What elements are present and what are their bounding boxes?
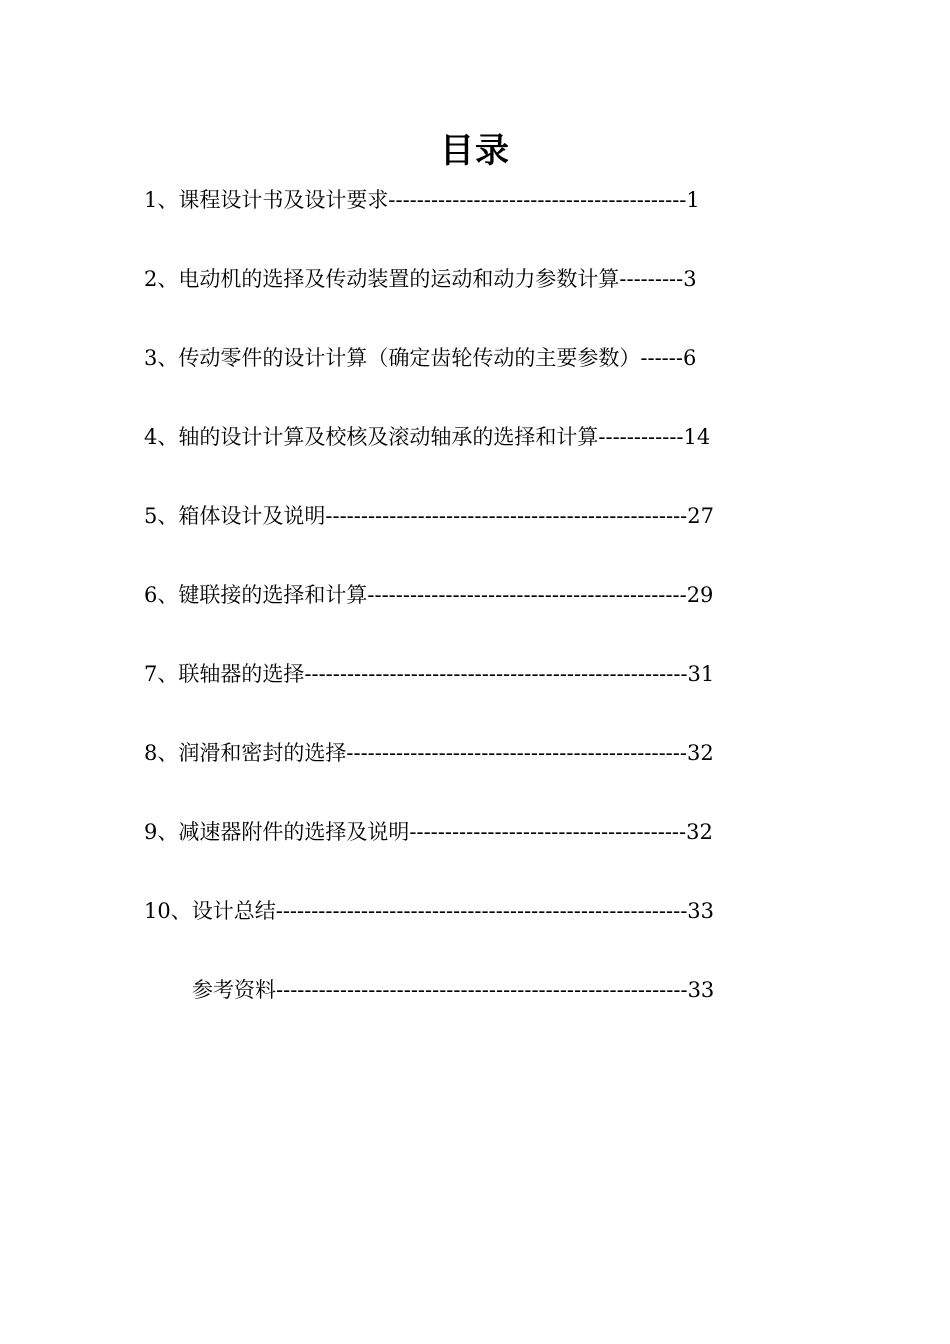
toc-entry-title: 轴的设计计算及校核及滚动轴承的选择和计算 <box>178 425 599 449</box>
toc-entry-number: 6、 <box>144 583 179 607</box>
toc-entry-title: 箱体设计及说明 <box>178 504 326 528</box>
toc-entry-leader: --------------------------------------------- <box>367 583 687 607</box>
toc-entry-title: 参考资料 <box>192 978 276 1002</box>
toc-entry-number: 1、 <box>144 188 179 212</box>
toc-entry-page: 32 <box>686 820 713 844</box>
toc-entry <box>144 812 844 891</box>
toc-entry-title: 传动零件的设计计算（确定齿轮传动的主要参数） <box>178 346 641 370</box>
toc-list <box>144 180 844 1049</box>
toc-entry <box>144 417 844 496</box>
toc-entry-leader: ------------------------------------------------ <box>346 741 687 765</box>
toc-entry-leader: --------------------------------------- <box>409 820 687 844</box>
toc-entry-title: 课程设计书及设计要求 <box>178 188 389 212</box>
toc-entry <box>144 259 844 338</box>
toc-entry-leader: ---------------------------------------------------------- <box>275 899 688 923</box>
toc-entry-page: 33 <box>687 899 715 923</box>
toc-entry-title: 联轴器的选择 <box>178 662 305 686</box>
toc-entry <box>144 575 844 654</box>
toc-entry-number: 9、 <box>144 820 179 844</box>
toc-entry <box>144 180 844 259</box>
toc-title: 目录 <box>440 131 510 171</box>
toc-entry-page: 27 <box>687 504 714 528</box>
toc-entry-references <box>144 970 844 1049</box>
toc-entry-number: 10、 <box>144 899 192 923</box>
toc-entry-page: 3 <box>683 267 697 291</box>
toc-entry-title: 设计总结 <box>191 899 276 923</box>
toc-entry-number: 5、 <box>144 504 179 528</box>
toc-entry-number: 3、 <box>144 346 179 370</box>
toc-entry-leader: --------- <box>619 267 684 291</box>
toc-entry-number: 7、 <box>144 662 179 686</box>
toc-entry-page: 32 <box>686 741 714 765</box>
toc-entry-leader: --------------------------------------------------- <box>325 504 688 528</box>
toc-entry-leader: ------ <box>640 346 683 370</box>
toc-entry-number: 8、 <box>144 741 179 765</box>
toc-entry-leader: ------------------------------------------ <box>388 188 687 212</box>
toc-entry-leader: ------------ <box>598 425 684 449</box>
toc-entry-leader: ---------------------------------------------------------- <box>276 978 688 1002</box>
toc-entry-title: 键联接的选择和计算 <box>178 583 368 607</box>
toc-entry-page: 14 <box>683 425 711 449</box>
toc-entry <box>144 891 844 970</box>
toc-entry-page: 29 <box>686 583 714 607</box>
toc-entry-number: 2、 <box>144 267 179 291</box>
toc-entry-page: 6 <box>682 346 697 370</box>
toc-entry <box>144 733 844 812</box>
toc-entry <box>144 654 844 733</box>
toc-entry-number: 4、 <box>144 425 179 449</box>
toc-entry-page: 1 <box>686 188 700 212</box>
toc-entry-title: 减速器附件的选择及说明 <box>178 820 410 844</box>
toc-entry <box>144 496 844 575</box>
toc-entry-page: 33 <box>687 978 715 1002</box>
toc-entry-leader: ------------------------------------------------------ <box>304 662 688 686</box>
toc-entry <box>144 338 844 417</box>
toc-entry-page: 31 <box>687 662 715 686</box>
toc-entry-title: 润滑和密封的选择 <box>178 741 347 765</box>
toc-entry-title: 电动机的选择及传动装置的运动和动力参数计算 <box>178 267 620 291</box>
